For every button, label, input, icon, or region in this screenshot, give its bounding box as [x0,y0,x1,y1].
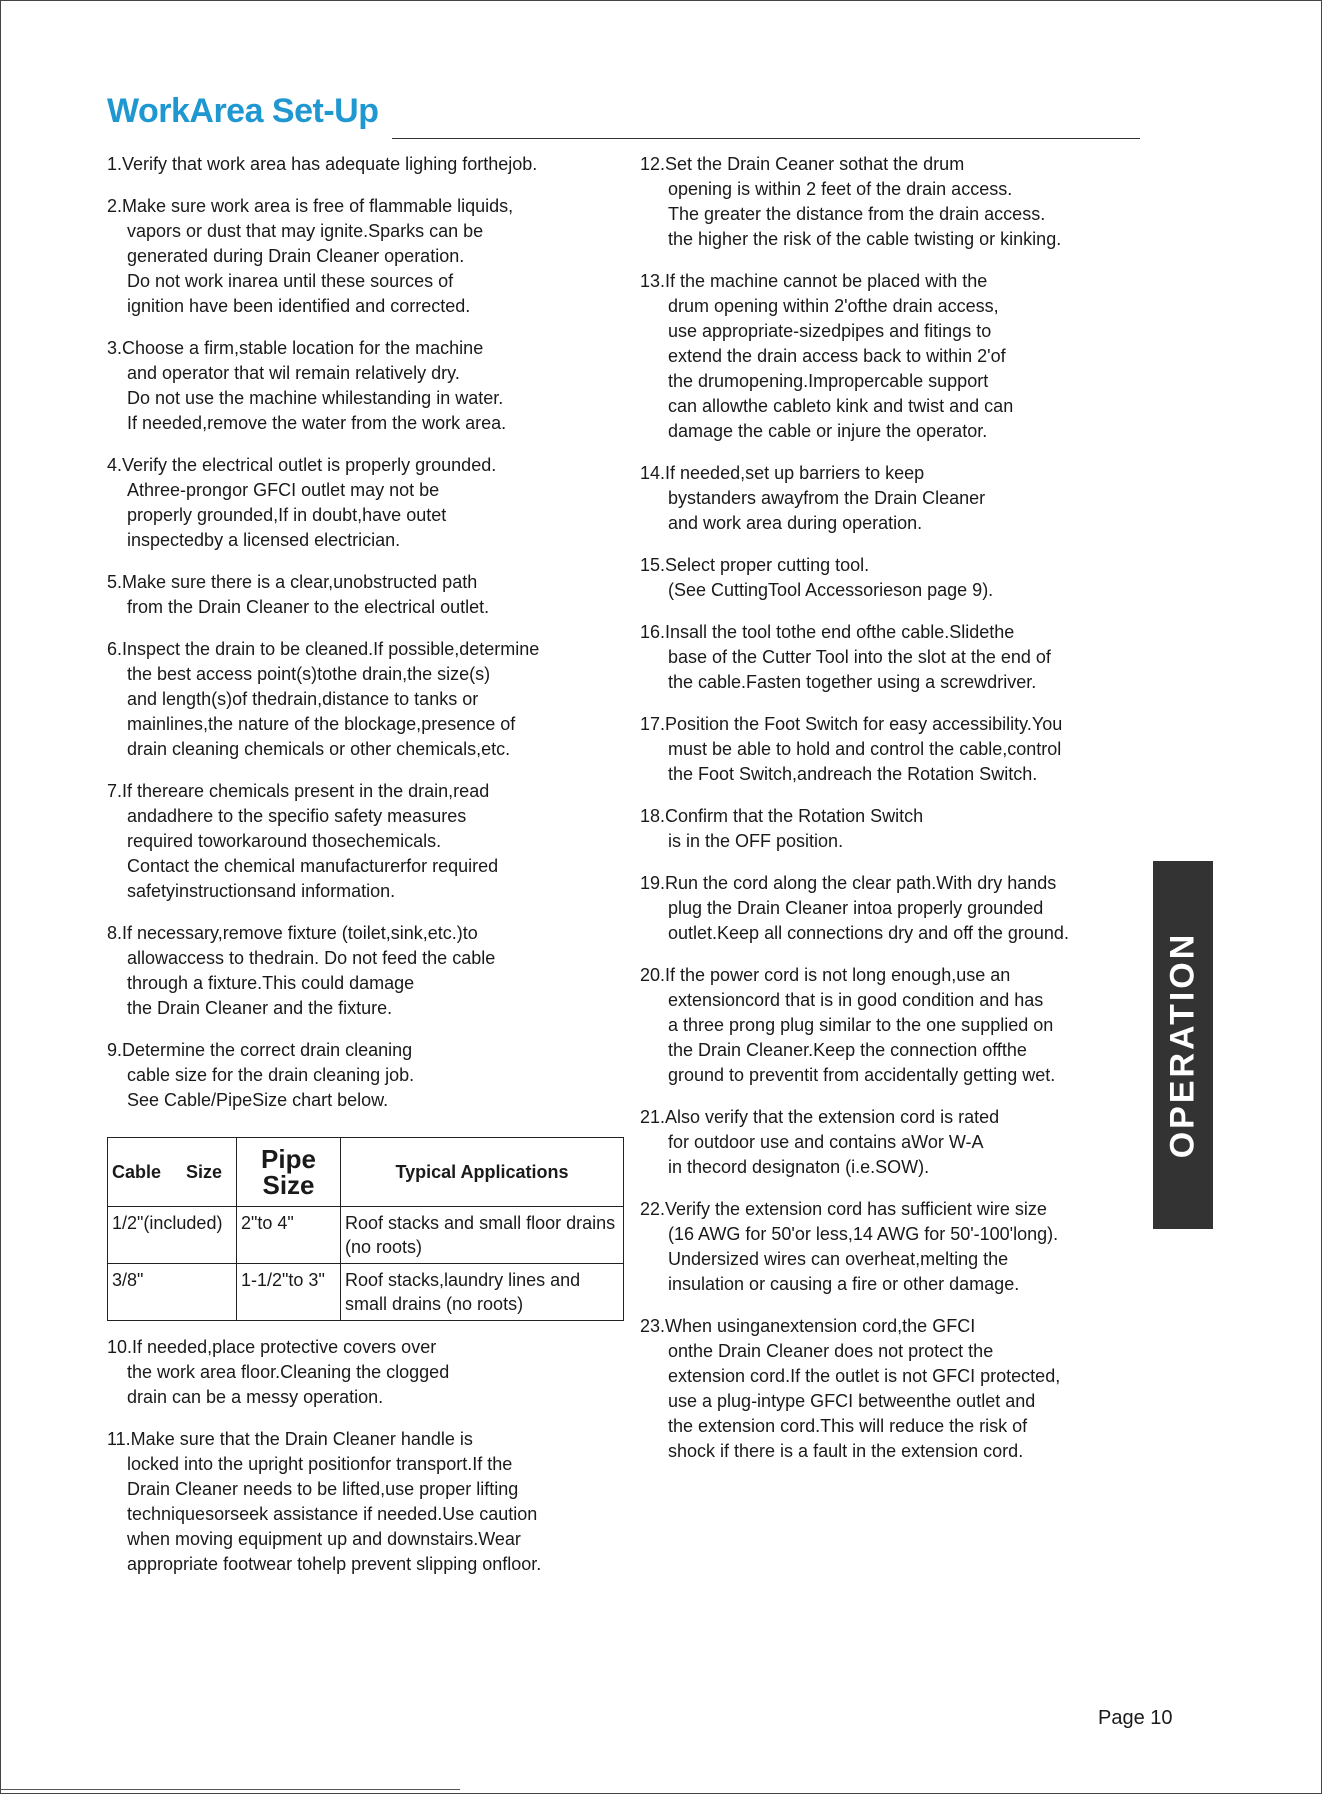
list-item-line: through a fixture.This could damage [127,973,415,993]
cell-applications: Roof stacks,laundry lines and small drains (no roots) [341,1264,624,1321]
left-items-after [107,1335,627,1577]
left-items [107,152,627,1113]
list-item-line: ignition have been identified and corrected. [127,296,471,316]
list-item-first-line: 19.Run the cord along the clear path.With dry hands [640,873,1057,893]
table-row [108,1264,624,1321]
list-item [107,921,627,1021]
list-item-first-line: 9.Determine the correct drain cleaning [107,1040,413,1060]
list-item-line: outlet.Keep all connections dry and off the ground. [668,923,1069,943]
list-item [107,779,627,904]
list-item-line: The greater the distance from the drain access. [668,204,1046,224]
list-item-line: the Drain Cleaner and the fixture. [127,998,393,1018]
list-item-line: properly grounded,If in doubt,have outet [127,505,447,525]
list-item-line: is in the OFF position. [668,831,844,851]
list-item-line: the higher the risk of the cable twisting or kinking. [668,229,1062,249]
list-item-line: damage the cable or injure the operator. [668,421,988,441]
bottom-rule [0,1789,460,1790]
list-item-line: drain cleaning chemicals or other chemicals,etc. [127,739,511,759]
list-item-line: and operator that wil remain relatively dry. [127,363,460,383]
list-item-line: the cable.Fasten together using a screwdriver. [668,672,1037,692]
list-item-line: the best access point(s)tothe drain,the size(s) [127,664,491,684]
list-item [107,1335,627,1410]
list-item-first-line: 17.Position the Foot Switch for easy accessibility.You [640,714,1063,734]
list-item-line: appropriate footwear tohelp prevent slipping onfloor. [127,1554,542,1574]
list-item-line: the work area floor.Cleaning the clogged [127,1362,450,1382]
list-item-line: base of the Cutter Tool into the slot at the end of [668,647,1051,667]
list-item [640,804,1140,854]
list-item-line: safetyinstructionsand information. [127,881,396,901]
list-item-first-line: 10.If needed,place protective covers over [107,1337,437,1357]
list-item-line: See Cable/PipeSize chart below. [127,1090,389,1110]
list-item-first-line: 12.Set the Drain Ceaner sothat the drum [640,154,965,174]
list-item-line: ground to preventit from accidentally getting wet. [668,1065,1056,1085]
list-item-first-line: 1.Verify that work area has adequate lighing forthejob. [107,154,538,174]
list-item-line: Athree-prongor GFCI outlet may not be [127,480,440,500]
list-item-first-line: 8.If necessary,remove fixture (toilet,sink,etc.)to [107,923,478,943]
list-item [107,637,627,762]
list-item-line: plug the Drain Cleaner intoa properly grounded [668,898,1044,918]
header-pipe-size: Pipe Size [237,1138,341,1207]
list-item-line: vapors or dust that may ignite.Sparks can be [127,221,484,241]
list-item-first-line: 13.If the machine cannot be placed with the [640,271,988,291]
list-item-first-line: 14.If needed,set up barriers to keep [640,463,925,483]
list-item-first-line: 18.Confirm that the Rotation Switch [640,806,924,826]
right-items [640,152,1140,1464]
list-item-line: locked into the upright positionfor transport.If the [127,1454,513,1474]
list-item-line: when moving equipment up and downstairs.Wear [127,1529,521,1549]
list-item-first-line: 7.If thereare chemicals present in the drain,read [107,781,490,801]
list-item-line: insulation or causing a fire or other damage. [668,1274,1020,1294]
list-item-first-line: 2.Make sure work area is free of flammable liquids, [107,196,514,216]
list-item-line: the extension cord.This will reduce the risk of [668,1416,1028,1436]
list-item-line: the drumopening.Impropercable support [668,371,989,391]
list-item-line: use appropriate-sizedpipes and fitings to [668,321,992,341]
list-item-line: must be able to hold and control the cable,control [668,739,1062,759]
list-item-line: andadhere to the specifio safety measures [127,806,467,826]
list-item-first-line: 3.Choose a firm,stable location for the machine [107,338,484,358]
right-column [640,152,1140,1481]
header-cable-size [108,1138,237,1207]
list-item-line: Do not work inarea until these sources of [127,271,454,291]
cell-cable: 3/8" [108,1264,237,1321]
list-item [640,1314,1140,1464]
cell-cable: 1/2"(included) [108,1207,237,1264]
list-item-line: extend the drain access back to within 2'of [668,346,1006,366]
list-item [640,269,1140,444]
list-item [640,963,1140,1088]
list-item-line: for outdoor use and contains aWor W-A [668,1132,984,1152]
cell-applications: Roof stacks and small floor drains (no roots) [341,1207,624,1264]
list-item [107,152,627,177]
list-item-line: can allowthe cableto kink and twist and can [668,396,1014,416]
list-item-line: bystanders awayfrom the Drain Cleaner [668,488,986,508]
table-header-row [108,1138,624,1207]
list-item-line: cable size for the drain cleaning job. [127,1065,415,1085]
list-item-line: opening is within 2 feet of the drain access. [668,179,1013,199]
left-column [107,152,627,1594]
page-number: Page 10 [1098,1707,1173,1729]
list-item-line: a three prong plug similar to the one supplied on [668,1015,1054,1035]
list-item [640,152,1140,252]
list-item-line: allowaccess to thedrain. Do not feed the cable [127,948,496,968]
list-item-first-line: 20.If the power cord is not long enough,use an [640,965,1011,985]
table-row [108,1207,624,1264]
list-item-line: generated during Drain Cleaner operation. [127,246,465,266]
list-item-line: shock if there is a fault in the extension cord. [668,1441,1024,1461]
list-item-line: mainlines,the nature of the blockage,presence of [127,714,516,734]
header-typical-applications: Typical Applications [341,1138,624,1207]
list-item-line: from the Drain Cleaner to the electrical outlet. [127,597,490,617]
list-item [640,871,1140,946]
list-item-first-line: 15.Select proper cutting tool. [640,555,870,575]
list-item [640,1197,1140,1297]
header-size: Size [186,1161,223,1182]
list-item-first-line: 16.Insall the tool tothe end ofthe cable.Slidethe [640,622,1015,642]
list-item-line: and length(s)of thedrain,distance to tanks or [127,689,479,709]
list-item-line: required toworkaround thosechemicals. [127,831,442,851]
list-item [640,461,1140,536]
list-item [640,1105,1140,1180]
list-item [640,712,1140,787]
list-item [640,620,1140,695]
list-item [640,553,1140,603]
operation-side-tab-label: OPERATION [1163,931,1202,1159]
list-item-line: drum opening within 2'ofthe drain access, [668,296,999,316]
list-item-line: Undersized wires can overheat,melting the [668,1249,1009,1269]
list-item-line: Do not use the machine whilestanding in water. [127,388,504,408]
list-item-first-line: 23.When usinganextension cord,the GFCI [640,1316,976,1336]
list-item-first-line: 21.Also verify that the extension cord is rated [640,1107,1000,1127]
list-item-first-line: 5.Make sure there is a clear,unobstructed path [107,572,478,592]
list-item-line: Drain Cleaner needs to be lifted,use proper lifting [127,1479,519,1499]
list-item-line: (16 AWG for 50'or less,14 AWG for 50'-100'long). [668,1224,1059,1244]
list-item-line: extension cord.If the outlet is not GFCI protected, [668,1366,1061,1386]
list-item [107,336,627,436]
list-item [107,1038,627,1113]
list-item-line: techniquesorseek assistance if needed.Use caution [127,1504,538,1524]
list-item-line: (See CuttingTool Accessorieson page 9). [668,580,994,600]
list-item-first-line: 11.Make sure that the Drain Cleaner handle is [107,1429,473,1449]
list-item [107,570,627,620]
cable-pipe-size-table [107,1137,624,1321]
cell-pipe: 1-1/2"to 3" [237,1264,341,1321]
page-title: WorkArea Set-Up [107,92,379,130]
list-item-first-line: 22.Verify the extension cord has sufficient wire size [640,1199,1047,1219]
list-item-line: onthe Drain Cleaner does not protect the [668,1341,994,1361]
header-cable: Cable [112,1161,162,1182]
list-item-line: the Foot Switch,andreach the Rotation Switch. [668,764,1038,784]
list-item-line: in thecord designaton (i.e.SOW). [668,1157,930,1177]
list-item-line: the Drain Cleaner.Keep the connection offthe [668,1040,1027,1060]
list-item [107,194,627,319]
list-item-first-line: 6.Inspect the drain to be cleaned.If possible,determine [107,639,540,659]
list-item-line: drain can be a messy operation. [127,1387,384,1407]
cell-pipe: 2"to 4" [237,1207,341,1264]
list-item-line: use a plug-intype GFCI betweenthe outlet and [668,1391,1036,1411]
list-item-line: inspectedby a licensed electrician. [127,530,401,550]
list-item-first-line: 4.Verify the electrical outlet is properly grounded. [107,455,497,475]
list-item [107,453,627,553]
list-item-line: and work area during operation. [668,513,923,533]
list-item-line: extensioncord that is in good condition and has [668,990,1044,1010]
list-item [107,1427,627,1577]
list-item-line: If needed,remove the water from the work area. [127,413,507,433]
list-item-line: Contact the chemical manufacturerfor required [127,856,499,876]
title-rule [392,138,1140,139]
